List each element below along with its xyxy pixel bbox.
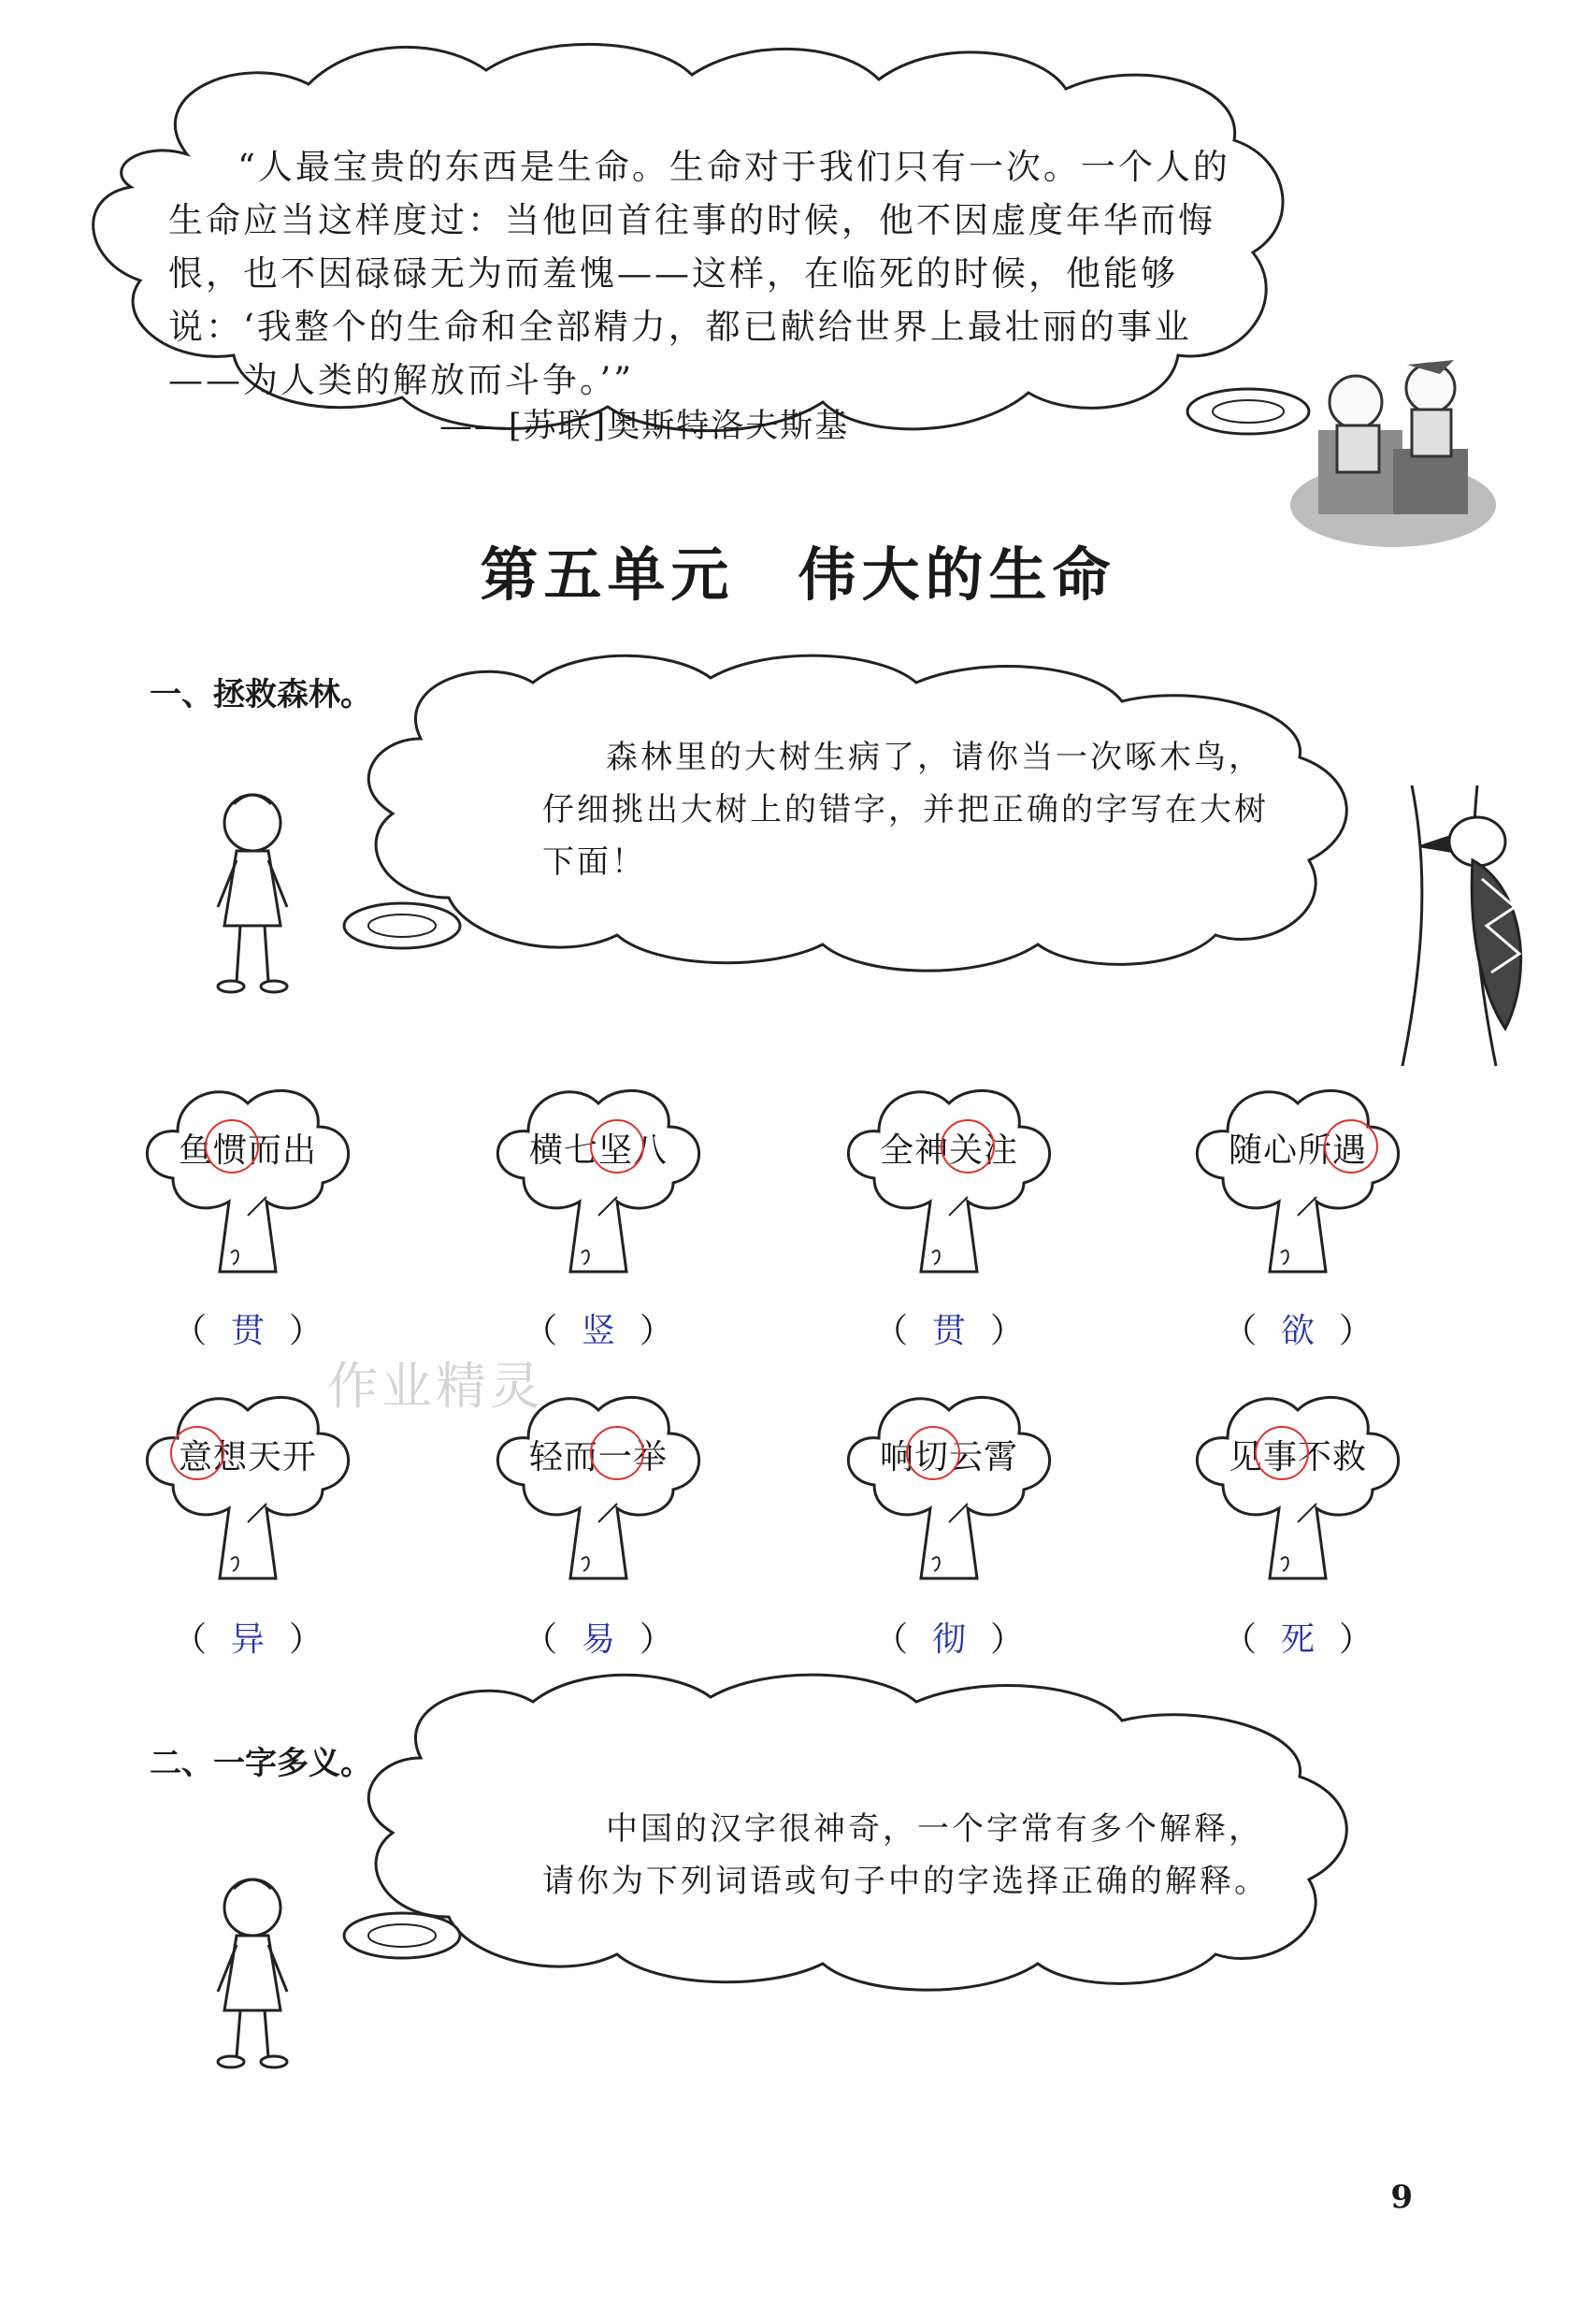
error-circle [170,1426,224,1480]
tree-card [837,1075,1061,1281]
tree-card [837,1382,1061,1588]
answer-char: 欲 [1280,1312,1315,1350]
section-2-heading: 二、一字多义。 [150,1745,372,1782]
error-circle [590,1119,644,1174]
answer-blank[interactable]: （ 欲 ） [1186,1304,1410,1352]
answer-blank[interactable]: （ 竖 ） [486,1304,711,1352]
idiom-text: 轻而一举 [528,1438,668,1476]
answer-blank[interactable]: （ 贯 ） [837,1304,1061,1352]
quote-text: “人最宝贵的东西是生命。生命对于我们只有一次。一个人的生命应当这样度过：当他回首往事的时候，他不因虚度年华而悔恨，也不因碌碌无为而羞愧——这样，在临死的时候，他能够说：‘我整个的生命和全部精力，都已献给世界上最壮丽的事业——为人类的解放而斗争。’” [168,147,1230,400]
tree-card [486,1075,711,1281]
answer-blank[interactable]: （ 彻 ） [837,1613,1061,1661]
tree-icon [136,1382,360,1588]
watermark: 作业精灵 [327,1357,544,1416]
answer-blank[interactable]: （ 死 ） [1186,1613,1410,1661]
girl-illustration-1 [218,795,287,992]
tree-card [136,1075,360,1281]
answer-char: 彻 [931,1620,966,1659]
idiom-text: 意想天开 [178,1438,317,1476]
error-circle [590,1426,644,1480]
error-circle [941,1119,995,1174]
idiom-text: 横七坚八 [528,1131,668,1170]
answer-char: 异 [230,1620,265,1659]
section-1-heading: 一、拯救森林。 [150,676,372,713]
idiom-text: 全神关注 [879,1131,1018,1170]
tree-icon [1186,1075,1410,1281]
tree-icon [1186,1382,1410,1588]
error-circle [906,1426,960,1480]
answer-char: 死 [1280,1620,1315,1659]
page-number: 9 [1390,2179,1413,2216]
section-1-bubble-text: 森林里的大树生病了，请你当一次啄木鸟，仔细挑出大树上的错字，并把正确的字写在大树下面！ [542,739,1269,881]
quote-author: ——[苏联]奥斯特洛夫斯基 [439,408,850,445]
tree-card [1186,1382,1410,1588]
woodpecker-illustration [1402,785,1521,1066]
answer-char: 贯 [931,1312,966,1350]
answer-char: 竖 [581,1312,615,1350]
tree-icon [486,1075,711,1281]
unit-title: 第五单元 伟大的生命 [480,540,1116,609]
tree-icon [837,1382,1061,1588]
girl-illustration-2 [218,1879,287,2067]
tree-card [1186,1075,1410,1281]
idiom-text: 随心所遇 [1228,1131,1367,1170]
error-circle [205,1119,259,1174]
section-2-bubble-text: 中国的汉字很神奇，一个字常有多个解释，请你为下列词语或句子中的字选择正确的解释。 [542,1810,1269,1900]
bubble-1-tail [344,903,460,948]
tree-icon [837,1075,1061,1281]
tree-card [136,1382,360,1588]
error-circle [1324,1119,1378,1174]
idiom-text: 见事不救 [1228,1438,1367,1476]
bubble-2-tail [344,1913,460,1958]
idiom-text: 响切云霄 [879,1438,1018,1476]
answer-blank[interactable]: （ 贯 ） [136,1304,360,1352]
tree-icon [136,1075,360,1281]
error-circle [1255,1426,1309,1480]
idiom-text: 鱼惯而出 [178,1131,317,1170]
kids-illustration [1290,360,1496,547]
answer-char: 贯 [230,1312,265,1350]
answer-char: 易 [581,1620,615,1659]
answer-blank[interactable]: （ 异 ） [136,1613,360,1661]
answer-blank[interactable]: （ 易 ） [486,1613,711,1661]
